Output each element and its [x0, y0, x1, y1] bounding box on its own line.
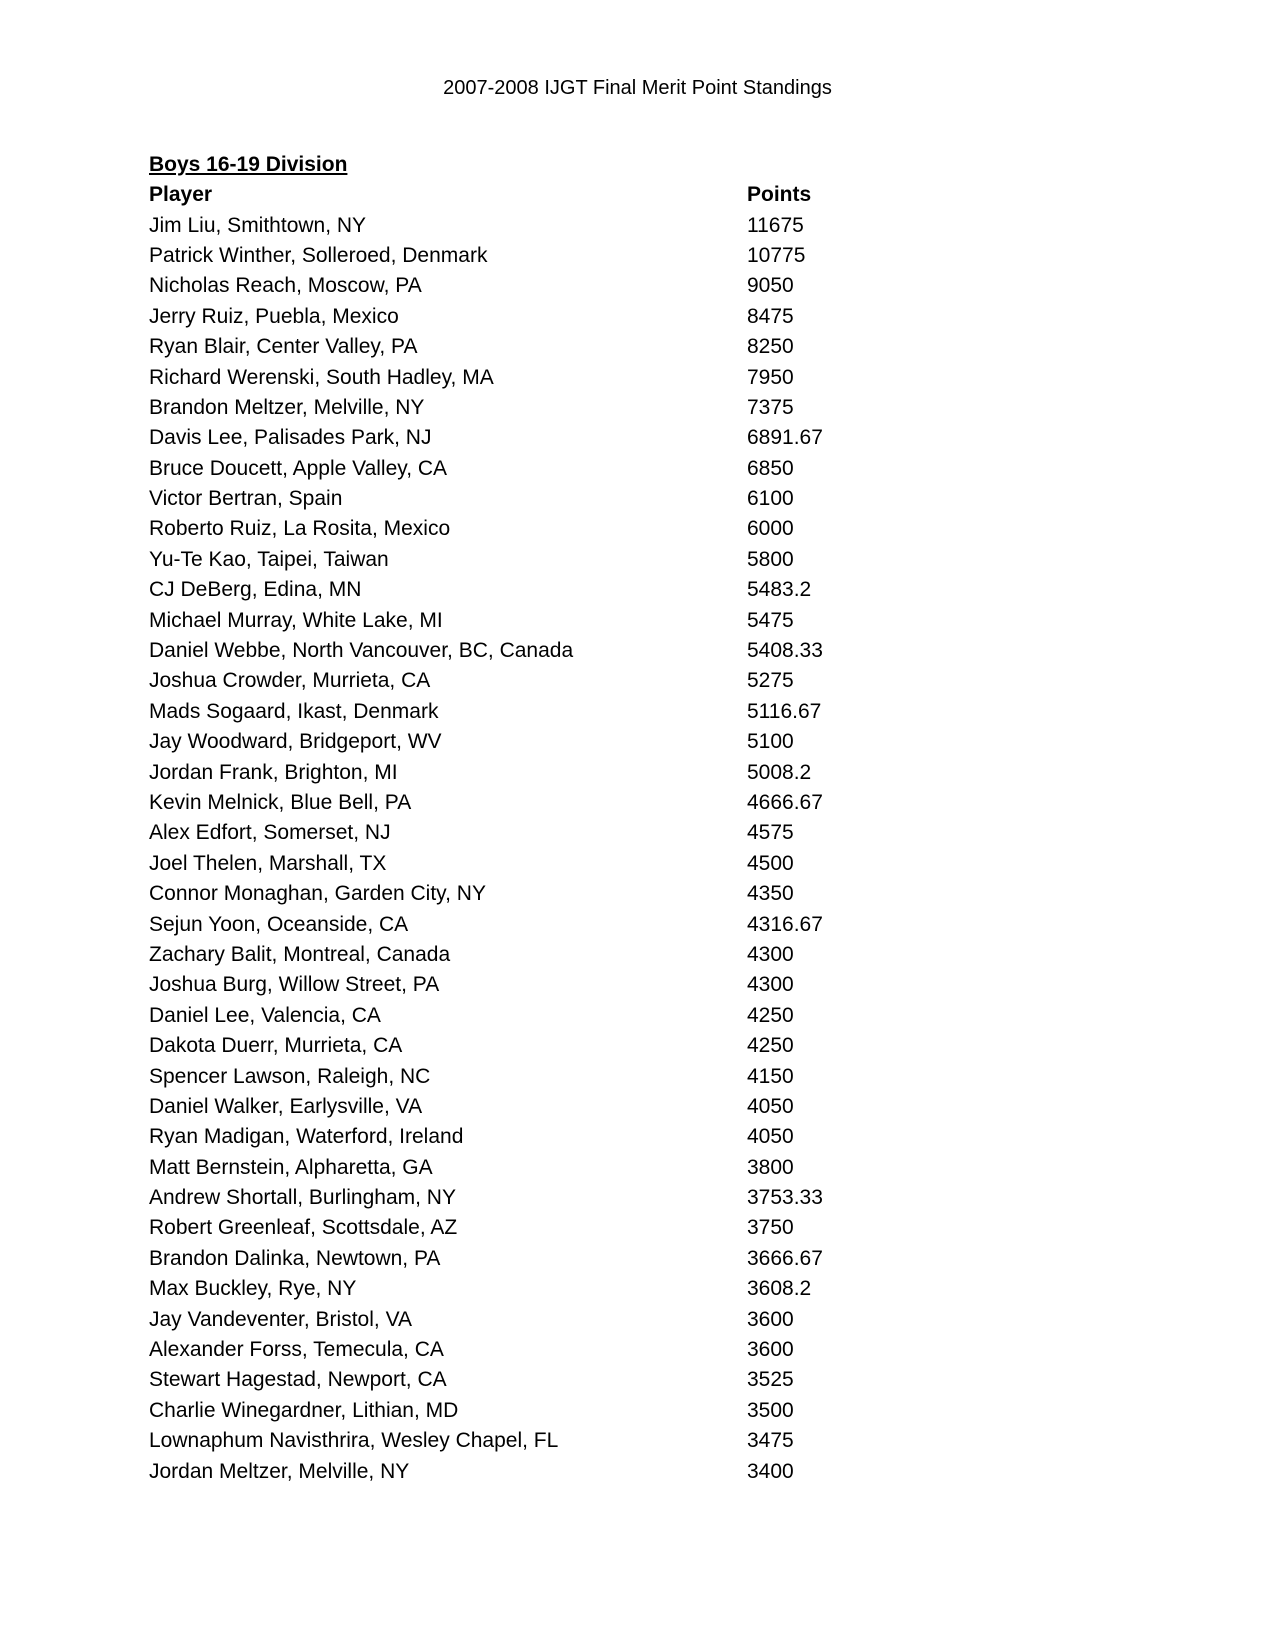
- player-name-cell: Brandon Dalinka, Newtown, PA: [149, 1246, 441, 1270]
- player-name-cell: Michael Murray, White Lake, MI: [149, 608, 443, 632]
- points-cell: 5008.2: [747, 760, 812, 784]
- player-name-cell: Alex Edfort, Somerset, NJ: [149, 821, 391, 845]
- points-cell: 7375: [747, 395, 794, 419]
- player-name-cell: Mads Sogaard, Ikast, Denmark: [149, 699, 439, 723]
- points-cell: 8250: [747, 335, 794, 359]
- points-cell: 4150: [747, 1064, 794, 1088]
- player-name-cell: Jerry Ruiz, Puebla, Mexico: [149, 304, 399, 328]
- player-name-cell: Ryan Madigan, Waterford, Ireland: [149, 1125, 464, 1149]
- player-name-cell: Robert Greenleaf, Scottsdale, AZ: [149, 1216, 458, 1240]
- points-cell: 3600: [747, 1338, 794, 1362]
- table-row: [149, 1456, 909, 1486]
- points-cell: 4500: [747, 851, 794, 875]
- table-row: [149, 575, 909, 605]
- table-row: [149, 1244, 909, 1274]
- table-row: [149, 849, 909, 879]
- player-name-cell: Sejun Yoon, Oceanside, CA: [149, 912, 409, 936]
- player-name-cell: Davis Lee, Palisades Park, NJ: [149, 426, 432, 450]
- points-cell: 9050: [747, 274, 794, 298]
- player-column-header: Player: [149, 183, 213, 207]
- player-name-cell: Joshua Burg, Willow Street, PA: [149, 973, 440, 997]
- player-name-cell: Dakota Duerr, Murrieta, CA: [149, 1034, 403, 1058]
- points-cell: 3500: [747, 1398, 794, 1422]
- points-cell: 3800: [747, 1155, 794, 1179]
- player-name-cell: Connor Monaghan, Garden City, NY: [149, 882, 486, 906]
- points-cell: 7950: [747, 365, 794, 389]
- points-cell: 6000: [747, 517, 794, 541]
- player-name-cell: Ryan Blair, Center Valley, PA: [149, 335, 418, 359]
- table-row: [149, 1426, 909, 1456]
- table-row: [149, 1092, 909, 1122]
- table-row: [149, 788, 909, 818]
- player-name-cell: Bruce Doucett, Apple Valley, CA: [149, 456, 448, 480]
- table-row: [149, 210, 909, 240]
- player-name-cell: Lownaphum Navisthrira, Wesley Chapel, FL: [149, 1429, 559, 1453]
- player-name-cell: Jordan Frank, Brighton, MI: [149, 760, 398, 784]
- player-name-cell: Brandon Meltzer, Melville, NY: [149, 395, 425, 419]
- table-row: [149, 514, 909, 544]
- table-row: [149, 605, 909, 635]
- table-row: [149, 1304, 909, 1334]
- table-row: [149, 332, 909, 362]
- player-name-cell: Charlie Winegardner, Lithian, MD: [149, 1398, 459, 1422]
- points-cell: 4316.67: [747, 912, 823, 936]
- player-name-cell: Daniel Walker, Earlysville, VA: [149, 1094, 423, 1118]
- points-cell: 5475: [747, 608, 794, 632]
- table-row: [149, 1183, 909, 1213]
- table-row: [149, 241, 909, 271]
- player-name-cell: Joel Thelen, Marshall, TX: [149, 851, 387, 875]
- points-cell: 3608.2: [747, 1277, 812, 1301]
- points-cell: 3750: [747, 1216, 794, 1240]
- player-name-cell: Zachary Balit, Montreal, Canada: [149, 942, 451, 966]
- table-row: [149, 879, 909, 909]
- player-name-cell: Jim Liu, Smithtown, NY: [149, 213, 367, 237]
- points-cell: 5800: [747, 547, 794, 571]
- points-cell: 3666.67: [747, 1246, 823, 1270]
- table-body: [149, 210, 909, 1486]
- table-row: [149, 271, 909, 301]
- player-name-cell: Matt Bernstein, Alpharetta, GA: [149, 1155, 433, 1179]
- table-row: [149, 757, 909, 787]
- table-row: [149, 1396, 909, 1426]
- table-row: [149, 970, 909, 1000]
- points-cell: 3600: [747, 1307, 794, 1331]
- points-cell: 6891.67: [747, 426, 823, 450]
- table-header-row: [149, 180, 909, 210]
- table-row: [149, 727, 909, 757]
- table-row: [149, 484, 909, 514]
- table-row: [149, 362, 909, 392]
- table-row: [149, 423, 909, 453]
- points-cell: 10775: [747, 243, 806, 267]
- document-title: 2007-2008 IJGT Final Merit Point Standings: [443, 77, 832, 99]
- table-row: [149, 1365, 909, 1395]
- table-row: [149, 545, 909, 575]
- points-cell: 4050: [747, 1094, 794, 1118]
- player-name-cell: Jordan Meltzer, Melville, NY: [149, 1459, 410, 1483]
- points-cell: 4250: [747, 1003, 794, 1027]
- player-name-cell: CJ DeBerg, Edina, MN: [149, 578, 362, 602]
- points-cell: 4250: [747, 1034, 794, 1058]
- points-cell: 6850: [747, 456, 794, 480]
- points-cell: 3400: [747, 1459, 794, 1483]
- standings-table: [149, 180, 909, 1487]
- player-name-cell: Joshua Crowder, Murrieta, CA: [149, 669, 431, 693]
- player-name-cell: Richard Werenski, South Hadley, MA: [149, 365, 494, 389]
- table-row: [149, 818, 909, 848]
- player-name-cell: Daniel Lee, Valencia, CA: [149, 1003, 381, 1027]
- table-row: [149, 1122, 909, 1152]
- player-name-cell: Nicholas Reach, Moscow, PA: [149, 274, 422, 298]
- points-cell: 4575: [747, 821, 794, 845]
- player-name-cell: Jay Vandeventer, Bristol, VA: [149, 1307, 413, 1331]
- player-name-cell: Yu-Te Kao, Taipei, Taiwan: [149, 547, 389, 571]
- player-name-cell: Patrick Winther, Solleroed, Denmark: [149, 243, 488, 267]
- table-row: [149, 909, 909, 939]
- table-row: [149, 636, 909, 666]
- table-row: [149, 1153, 909, 1183]
- points-cell: 3475: [747, 1429, 794, 1453]
- table-row: [149, 393, 909, 423]
- points-cell: 11675: [747, 213, 804, 237]
- points-cell: 3753.33: [747, 1186, 823, 1210]
- player-name-cell: Spencer Lawson, Raleigh, NC: [149, 1064, 431, 1088]
- table-row: [149, 302, 909, 332]
- player-name-cell: Daniel Webbe, North Vancouver, BC, Canada: [149, 639, 574, 663]
- table-row: [149, 1213, 909, 1243]
- player-name-cell: Max Buckley, Rye, NY: [149, 1277, 357, 1301]
- points-cell: 4666.67: [747, 791, 823, 814]
- player-name-cell: Kevin Melnick, Blue Bell, PA: [149, 791, 412, 814]
- points-cell: 3525: [747, 1368, 794, 1392]
- player-name-cell: Alexander Forss, Temecula, CA: [149, 1338, 444, 1362]
- points-cell: 5483.2: [747, 578, 812, 602]
- points-cell: 5116.67: [747, 699, 822, 723]
- points-cell: 5408.33: [747, 639, 823, 663]
- player-name-cell: Victor Bertran, Spain: [149, 487, 343, 511]
- points-cell: 4300: [747, 942, 794, 966]
- points-cell: 6100: [747, 487, 794, 511]
- points-column-header: Points: [747, 183, 812, 207]
- table-row: [149, 1001, 909, 1031]
- points-cell: 4050: [747, 1125, 794, 1149]
- table-row: [149, 1061, 909, 1091]
- points-cell: 4350: [747, 882, 794, 906]
- table-row: [149, 697, 909, 727]
- player-name-cell: Stewart Hagestad, Newport, CA: [149, 1368, 447, 1392]
- table-row: [149, 1335, 909, 1365]
- points-cell: 8475: [747, 304, 794, 328]
- points-cell: 5275: [747, 669, 794, 693]
- table-row: [149, 1031, 909, 1061]
- table-row: [149, 666, 909, 696]
- table-row: [149, 454, 909, 484]
- player-name-cell: Jay Woodward, Bridgeport, WV: [149, 730, 442, 754]
- player-name-cell: Roberto Ruiz, La Rosita, Mexico: [149, 517, 451, 541]
- points-cell: 5100: [747, 730, 794, 754]
- table-row: [149, 1274, 909, 1304]
- table-row: [149, 940, 909, 970]
- player-name-cell: Andrew Shortall, Burlingham, NY: [149, 1186, 456, 1210]
- points-cell: 4300: [747, 973, 794, 997]
- division-heading: Boys 16-19 Division: [149, 153, 348, 176]
